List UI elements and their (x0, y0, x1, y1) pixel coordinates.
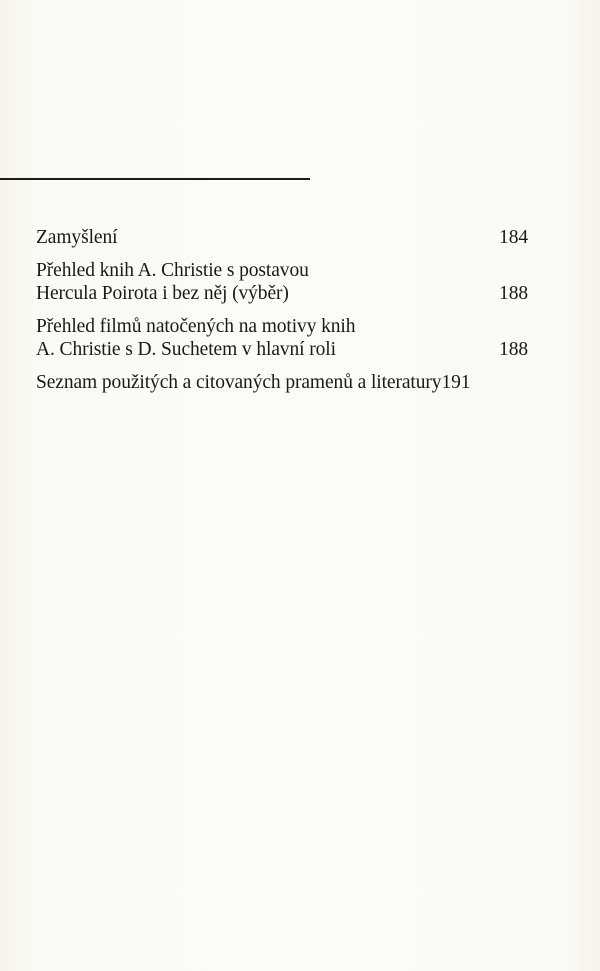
toc-entry (36, 371, 528, 394)
toc-entry (36, 259, 528, 305)
toc-entry-title-line: A. Christie s D. Suchetem v hlavní roli (36, 339, 336, 360)
toc-entry (36, 226, 528, 249)
toc-entry-page-number: 191 (441, 372, 471, 393)
section-divider-rule (0, 178, 310, 180)
toc-entry-page-number: 188 (499, 339, 528, 360)
toc-entry (36, 315, 528, 361)
toc-entry-title (36, 226, 117, 249)
toc-entry-title (36, 371, 441, 394)
toc-entry-title (36, 259, 309, 305)
table-of-contents (36, 226, 528, 394)
toc-entry-title (36, 315, 355, 361)
toc-entry-title-line: Přehled filmů natočených na motivy knih (36, 316, 356, 337)
toc-entry-title-line: Přehled knih A. Christie s postavou (36, 260, 309, 281)
toc-entry-page-number: 188 (499, 283, 528, 304)
toc-entry-page-number: 184 (499, 227, 528, 248)
toc-entry-title-line: Zamyšlení (36, 227, 118, 248)
toc-entry-title-line: Hercula Poirota i bez něj (výběr) (36, 283, 289, 304)
toc-entry-title-line: Seznam použitých a citovaných pramenů a literatury (36, 372, 442, 393)
